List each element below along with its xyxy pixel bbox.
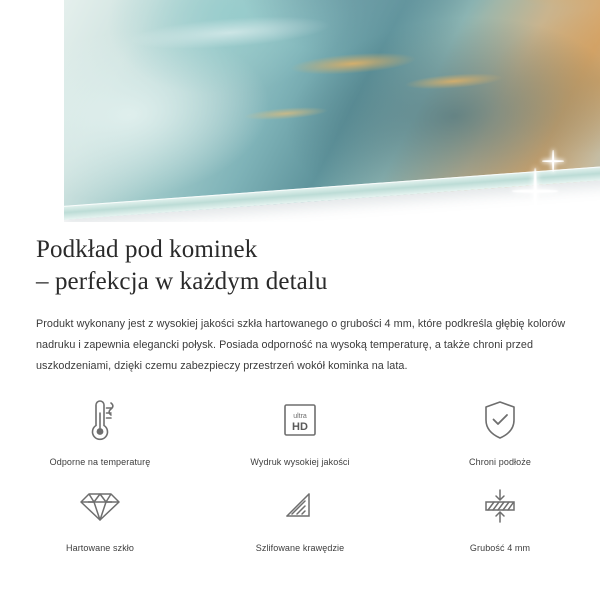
ultra-hd-icon bbox=[200, 395, 400, 445]
feature-thickness bbox=[400, 481, 600, 553]
feature-row-1 bbox=[0, 395, 600, 467]
polished-edges-icon bbox=[200, 481, 400, 531]
feature-polished-edges bbox=[200, 481, 400, 553]
feature-label: Szlifowane krawędzie bbox=[255, 543, 345, 553]
glass-panel-render bbox=[62, 0, 600, 220]
thickness-icon bbox=[400, 481, 600, 531]
feature-temperature bbox=[0, 395, 200, 467]
sparkle-small-icon bbox=[542, 150, 564, 172]
feature-surface-protection bbox=[400, 395, 600, 467]
headline-line-1: Podkład pod kominek bbox=[36, 236, 258, 263]
diamond-icon bbox=[0, 481, 200, 531]
page-title bbox=[0, 222, 600, 298]
hero-image bbox=[0, 0, 600, 222]
feature-grid bbox=[0, 395, 600, 553]
hero-left-mask bbox=[0, 0, 64, 222]
feature-row-2 bbox=[0, 481, 600, 553]
shield-check-icon bbox=[400, 395, 600, 445]
text-block bbox=[0, 222, 600, 377]
thermometer-icon bbox=[0, 395, 200, 445]
feature-label: Hartowane szkło bbox=[65, 543, 135, 553]
feature-label: Grubość 4 mm bbox=[469, 543, 531, 553]
feature-label: Chroni podłoże bbox=[469, 457, 531, 467]
feature-tempered-glass bbox=[0, 481, 200, 553]
feature-label: Odporne na temperaturę bbox=[49, 457, 151, 467]
svg-text:HD: HD bbox=[292, 421, 308, 433]
feature-print-quality bbox=[200, 395, 400, 467]
headline-line-2: – perfekcja w każdym detalu bbox=[36, 268, 328, 295]
feature-label: Wydruk wysokiej jakości bbox=[250, 457, 350, 467]
description-paragraph: Produkt wykonany jest z wysokiej jakości szkła hartowanego o grubości 4 mm, które podkreśla głębię kolorów nadruku i zapewnia elegancki połysk. Posiada odporność na wysoką temperaturę, a także chroni przed uszkodzeniami, dzięki czemu zabezpieczy przestrzeń wokół kominka na lata. bbox=[36, 318, 566, 372]
svg-text:ultra: ultra bbox=[293, 413, 307, 420]
